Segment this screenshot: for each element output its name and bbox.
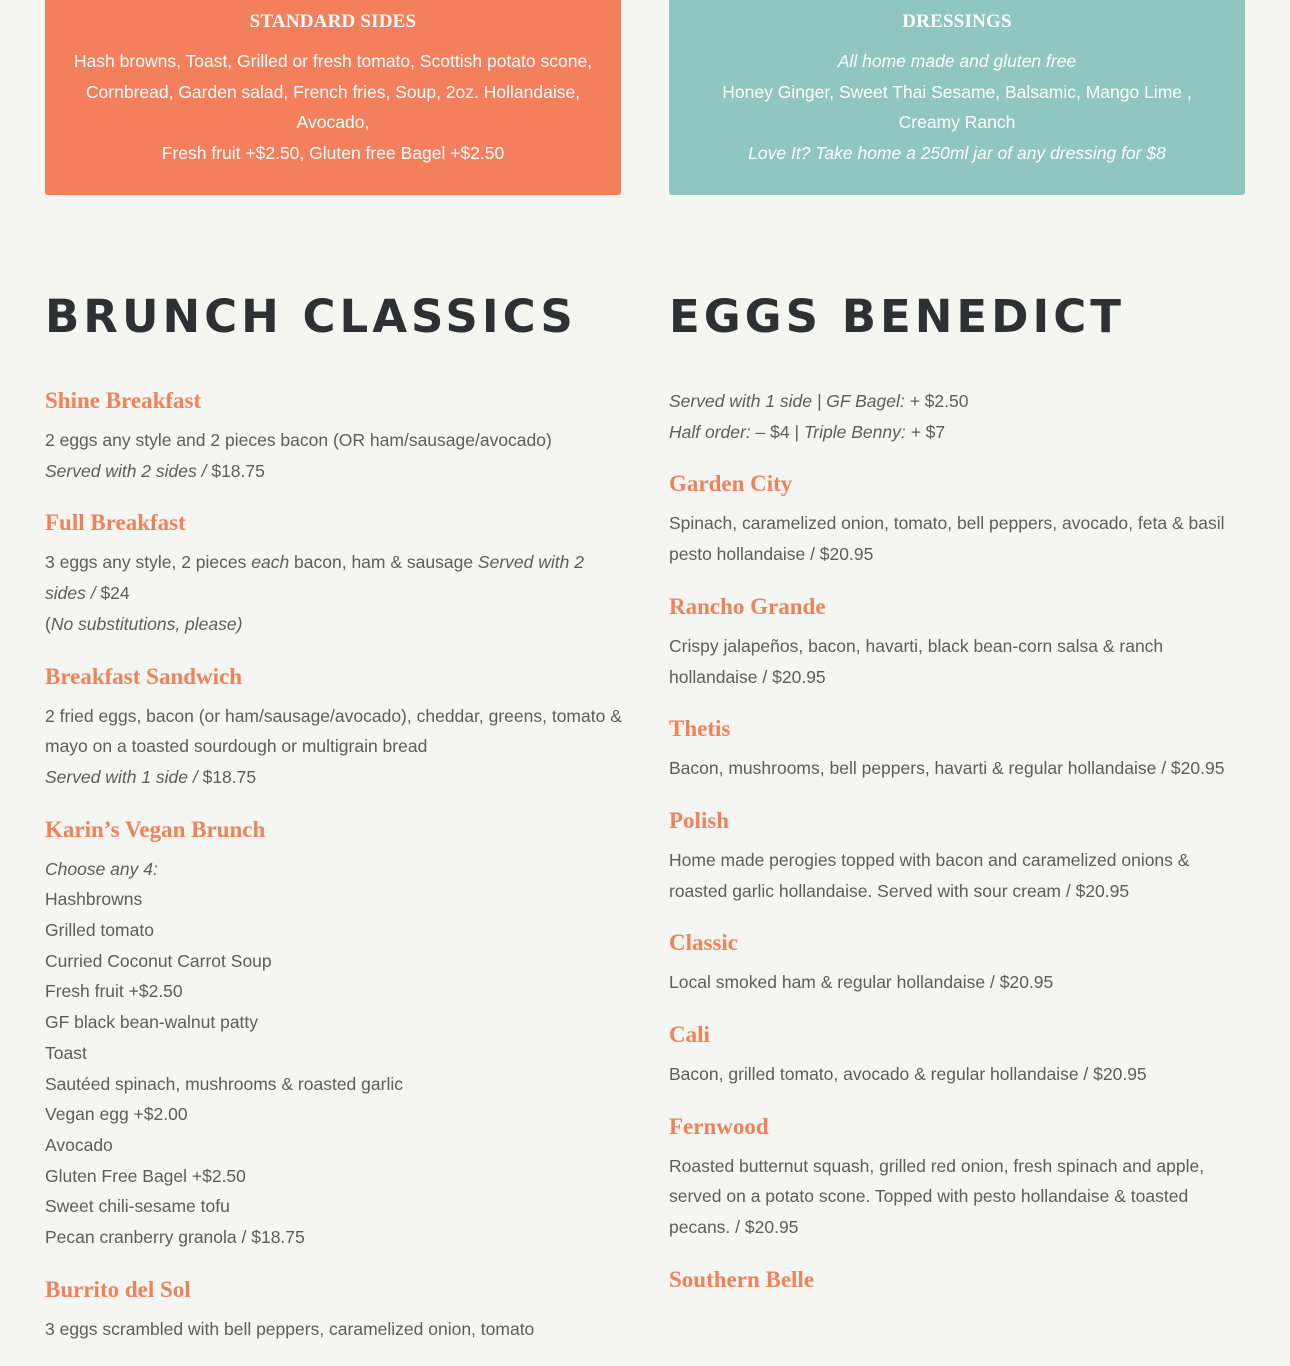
standard-sides-title: STANDARD SIDES	[249, 11, 417, 32]
vegan-option: GF black bean-walnut patty	[45, 1012, 259, 1033]
item-description: Spinach, caramelized onion, tomato, bell peppers, avocado, feta & basil pesto hollandaise / $20.95	[669, 513, 1225, 565]
dressings-box	[669, 0, 1245, 195]
item-name: Rancho Grande	[669, 593, 826, 619]
menu-item	[669, 469, 1249, 569]
vegan-option: Curried Coconut Carrot Soup	[45, 950, 272, 971]
item-description: Bacon, grilled tomato, avocado & regular hollandaise / $20.95	[669, 1064, 1147, 1085]
menu-item	[669, 1112, 1249, 1243]
vegan-option: Hashbrowns	[45, 889, 143, 910]
item-name: Classic	[669, 930, 738, 956]
item-name: Fernwood	[669, 1113, 769, 1139]
menu-item	[45, 815, 625, 1253]
menu-item	[669, 1020, 1249, 1090]
menu-item	[669, 928, 1249, 998]
item-description: Home made perogies topped with bacon and caramelized onions & roasted garlic hollandaise. Served with sour cream / $20.95	[669, 849, 1190, 901]
standard-sides-box	[45, 0, 621, 195]
brunch-classics-heading: BRUNCH CLASSICS	[45, 290, 577, 343]
standard-sides-list: Hash browns, Toast, Grilled or fresh tomato, Scottish potato scone, Cornbread, Garden salad, French fries, Soup, 2oz. Hollandaise, Avocado,	[73, 51, 593, 133]
item-name: Full Breakfast	[45, 510, 186, 536]
item-name: Karin’s Vegan Brunch	[45, 816, 266, 842]
menu-item	[669, 714, 1249, 784]
item-description: 2 fried eggs, bacon (or ham/sausage/avocado), cheddar, greens, tomato & mayo on a toasted sourdough or multigrain bread Served with 1 side / $18.75	[45, 705, 622, 787]
eggs-benedict-heading: EGGS BENEDICT	[669, 290, 1125, 343]
vegan-option: Fresh fruit +$2.50	[45, 981, 183, 1002]
vegan-option: Grilled tomato	[45, 920, 154, 941]
menu-item	[669, 1265, 1249, 1295]
item-name: Cali	[669, 1022, 710, 1048]
item-description: 2 eggs any style and 2 pieces bacon (OR ham/sausage/avocado) Served with 2 sides / $18.75	[45, 430, 552, 481]
item-name: Burrito del Sol	[45, 1276, 191, 1302]
menu-item	[45, 1275, 625, 1345]
vegan-option: Sweet chili-sesame tofu	[45, 1196, 230, 1217]
vegan-option: Pecan cranberry granola / $18.75	[45, 1227, 305, 1248]
dressings-offer: Love It? Take home a 250ml jar of any dressing for $8	[748, 143, 1166, 164]
vegan-option: Avocado	[45, 1134, 113, 1155]
item-description: Choose any 4: Hashbrowns Grilled tomato Curried Coconut Carrot Soup Fresh fruit +$2.50 GF black bean-walnut patty Toast Sautéed spinach, mushrooms & roasted garlic Vegan egg +$2.00 Avocado Gluten Free Bagel +$2.50 Sweet chili-sesame tofu Pecan cranberry granola / $18.75	[45, 854, 625, 1253]
menu-item	[669, 592, 1249, 692]
menu-item	[45, 508, 625, 639]
dressings-title: DRESSINGS	[902, 11, 1012, 32]
item-name: Shine Breakfast	[45, 388, 202, 413]
vegan-option: Vegan egg +$2.00	[45, 1104, 188, 1125]
item-description: Bacon, mushrooms, bell peppers, havarti & regular hollandaise / $20.95	[669, 758, 1225, 779]
item-description: Local smoked ham & regular hollandaise / $20.95	[669, 972, 1054, 993]
vegan-option: Toast	[45, 1042, 87, 1063]
dressings-note: All home made and gluten free	[837, 51, 1077, 71]
menu-item	[45, 662, 625, 793]
item-name: Breakfast Sandwich	[45, 663, 243, 689]
standard-sides-extras: Fresh fruit +$2.50, Gluten free Bagel +$2.50	[161, 143, 505, 164]
item-name: Polish	[669, 807, 730, 833]
item-name: Southern Belle	[669, 1266, 815, 1292]
vegan-option: Sautéed spinach, mushrooms & roasted garlic	[45, 1073, 403, 1094]
eggs-benedict-section	[669, 290, 1249, 1317]
item-description: 3 eggs scrambled with bell peppers, caramelized onion, tomato	[45, 1318, 535, 1339]
vegan-option: Gluten Free Bagel +$2.50	[45, 1165, 246, 1186]
menu-item	[669, 806, 1249, 906]
menu-item	[45, 386, 625, 486]
benedict-intro: Served with 1 side | GF Bagel: + $2.50 Half order: – $4 | Triple Benny: + $7	[669, 391, 969, 442]
brunch-classics-section	[45, 290, 625, 1366]
item-description: Crispy jalapeños, bacon, havarti, black bean-corn salsa & ranch hollandaise / $20.95	[669, 635, 1164, 687]
item-description: 3 eggs any style, 2 pieces each bacon, ham & sausage Served with 2 sides / $24 (No substitutions, please)	[45, 552, 584, 634]
item-name: Thetis	[669, 716, 731, 742]
dressings-list: Honey Ginger, Sweet Thai Sesame, Balsamic, Mango Lime , Creamy Ranch	[722, 81, 1192, 133]
item-description: Roasted butternut squash, grilled red onion, fresh spinach and apple, served on a potato scone. Topped with pesto hollandaise & toasted pecans. / $20.95	[669, 1155, 1205, 1238]
item-name: Garden City	[669, 471, 793, 497]
